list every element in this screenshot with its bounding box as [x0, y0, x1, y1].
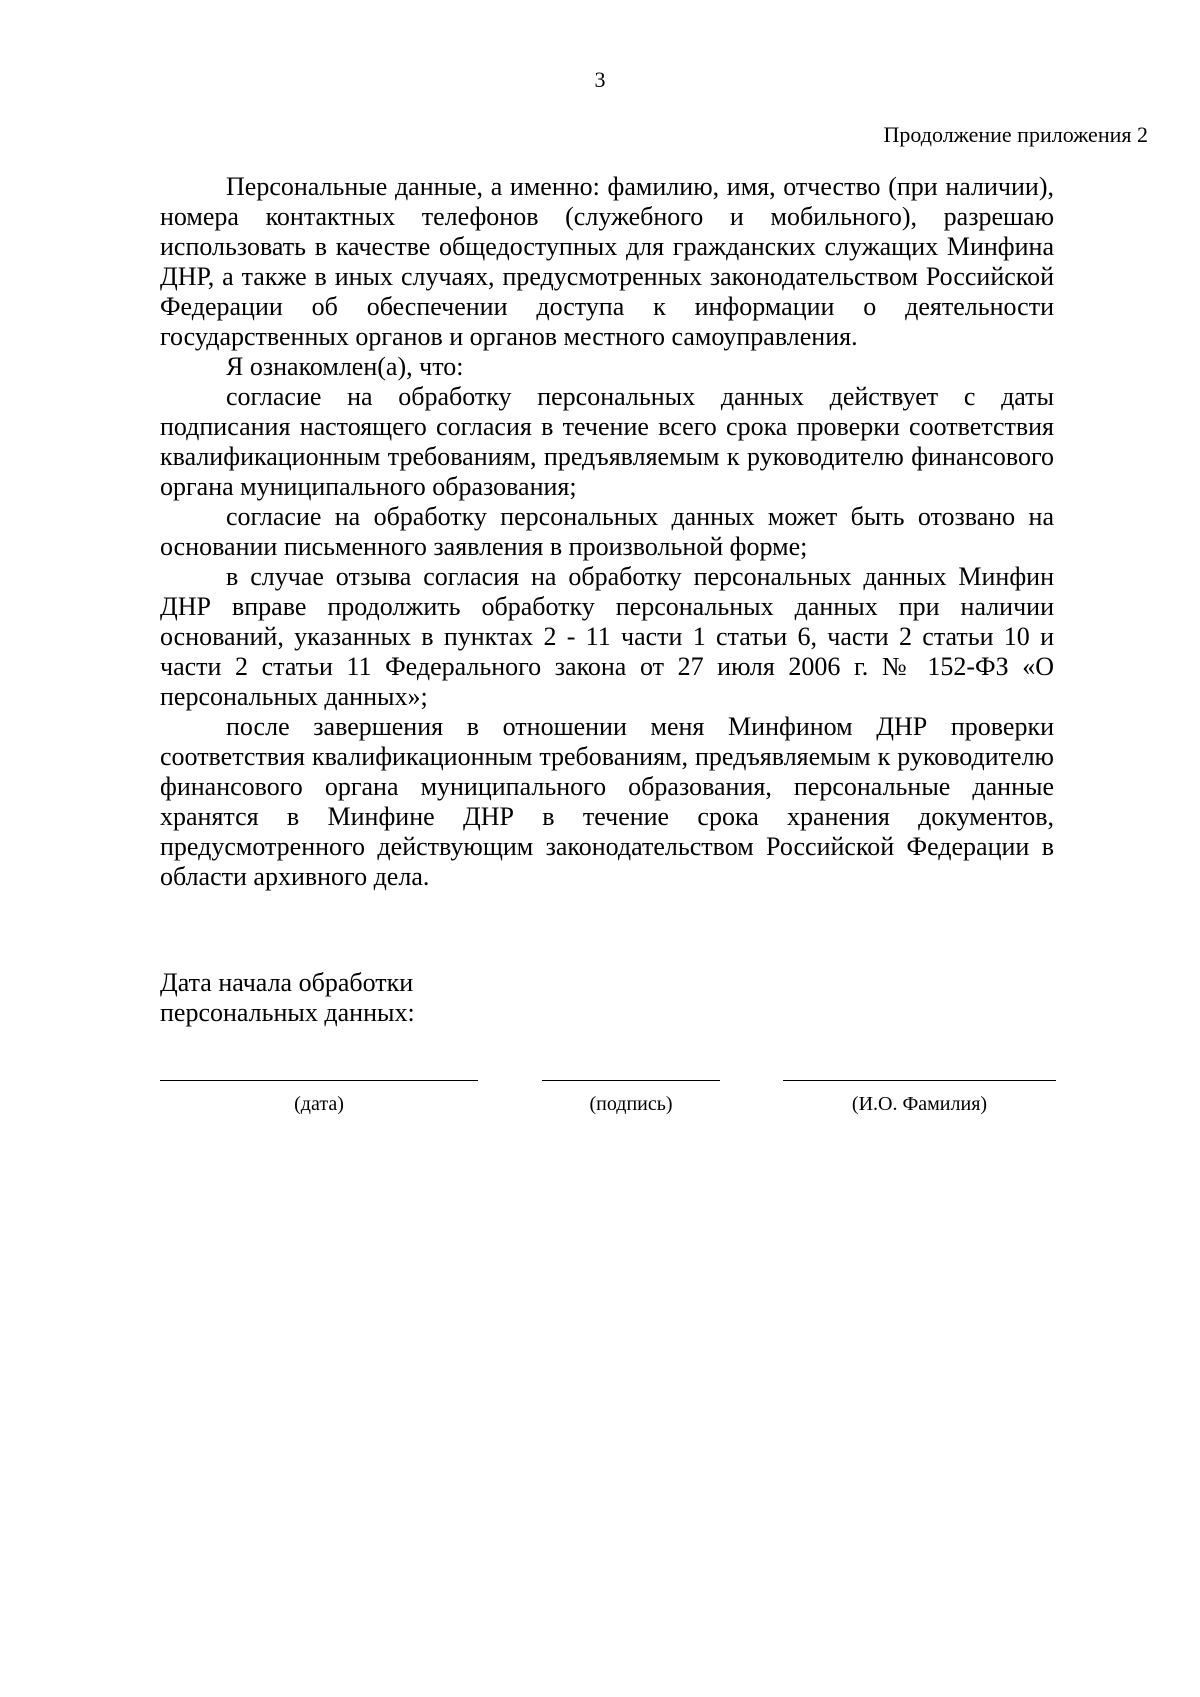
- signature-caption: (подпись): [589, 1093, 673, 1115]
- paragraph-consent-revocation: согласие на обработку персональных данных может быть отозвано на основании письменного заявления в произвольной форме;: [160, 502, 1054, 561]
- name-signature-line: [783, 1080, 1056, 1081]
- paragraph-revocation-consequences: в случае отзыва согласия на обработку персональных данных Минфин ДНР вправе продолжить обработку персональных данных при наличии оснований, указанных в пунктах 2 - 11 части 1 статьи 6, части 2 статьи 10 и части 2 статьи 11 Федерального закона от 27 июля 2006 г. № 152-ФЗ «О персональных данных»;: [160, 562, 1054, 711]
- paragraph-data-retention: после завершения в отношении меня Минфином ДНР проверки соответствия квалификационным требованиям, предъявляемым к руководителю финансового органа муниципального образования, персональные данные хранятся в Минфине ДНР в течение срока хранения документов, предусмотренного действующим законодательством Российской Федерации в области архивного дела.: [160, 712, 1054, 891]
- paragraph-public-data: Персональные данные, а именно: фамилию, имя, отчество (при наличии), номера контактных телефонов (служебного и мобильного), разрешаю использовать в качестве общедоступных для гражданских служащих Минфина ДНР, а также в иных случаях, предусмотренных законодательством Российской Федерации об обеспечении доступа к информации о деятельности государственных органов и органов местного самоуправления.: [160, 172, 1054, 351]
- date-label-line-1: Дата начала обработки: [160, 968, 414, 997]
- consent-body: [160, 172, 1054, 892]
- date-label-line-2: персональных данных:: [160, 998, 415, 1027]
- continuation-note: Продолжение приложения 2: [883, 122, 1148, 147]
- signature-line: [542, 1080, 720, 1081]
- paragraph-acknowledged: Я ознакомлен(а), что:: [226, 352, 464, 381]
- date-caption: (дата): [294, 1093, 344, 1115]
- name-caption: (И.О. Фамилия): [851, 1093, 988, 1115]
- date-signature-line: [160, 1080, 478, 1081]
- paragraph-consent-validity: согласие на обработку персональных данных действует с даты подписания настоящего согласия в течение всего срока проверки соответствия квалификационным требованиям, предъявляемым к руководителю финансового органа муниципального образования;: [160, 382, 1054, 501]
- page-number: 3: [594, 67, 606, 92]
- processing-start-date-label: [160, 968, 415, 1028]
